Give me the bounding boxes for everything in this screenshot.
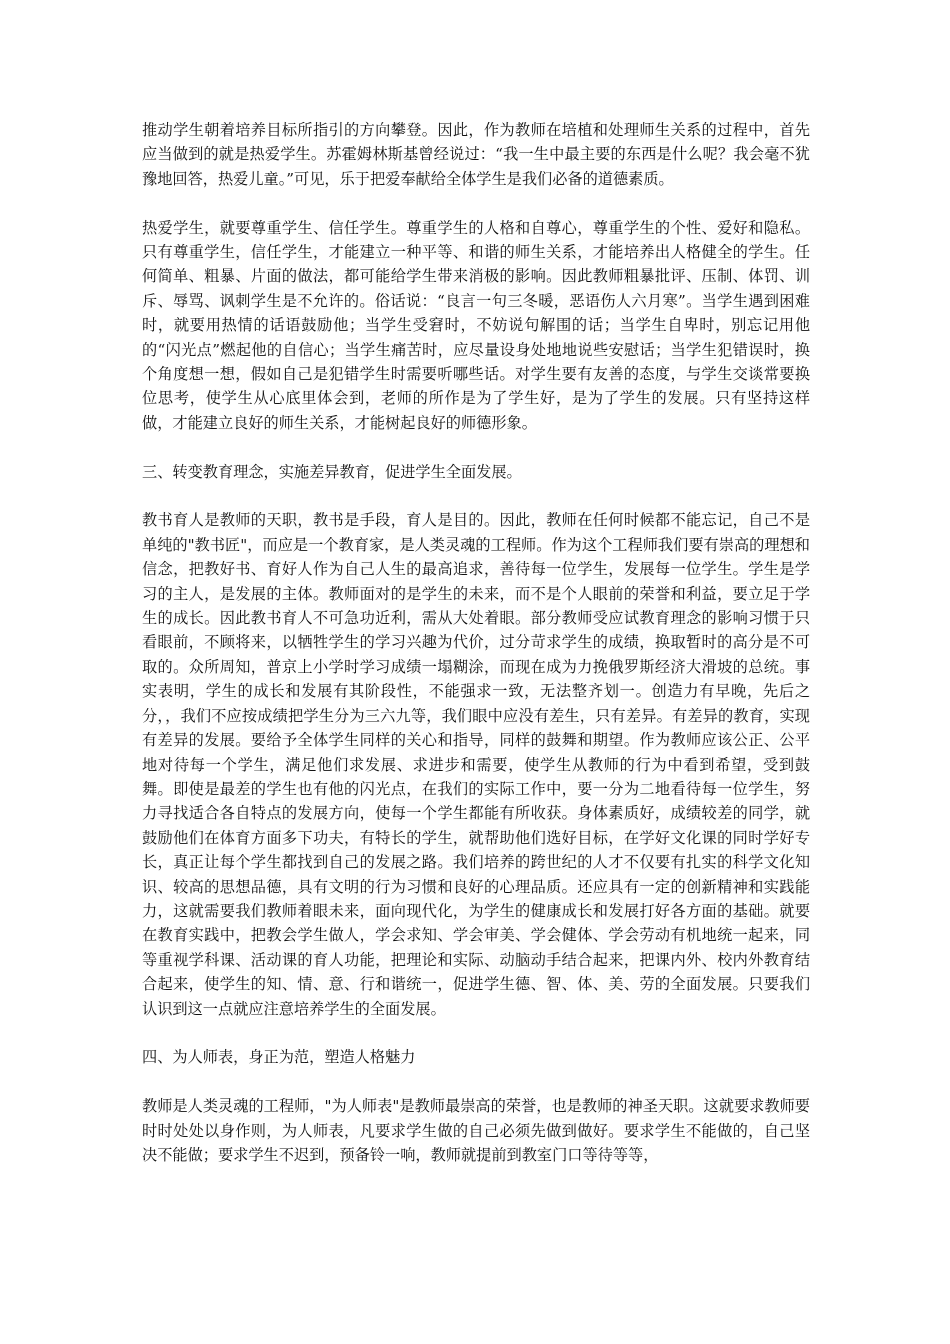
document-page	[142, 118, 810, 1192]
paragraph-educate-people: 教书育人是教师的天职，教书是手段，育人是目的。因此，教师在任何时候都不能忘记，自己不是单纯的"教书匠"，而应是一个教育家，是人类灵魂的工程师。作为这个工程师我们要有崇高的理想和信念，把教好书、育好人作为自己人生的最高追求，善待每一位学生，发展每一位学生。学生是学习的主人，是发展的主体。教师面对的是学生的未来，而不是个人眼前的荣誉和利益，要立足于学生的成长。因此教书育人不可急功近利，需从大处着眼。部分教师受应试教育理念的影响习惯于只看眼前，不顾将来，以牺牲学生的学习兴趣为代价，过分苛求学生的成绩，换取暂时的高分是不可取的。众所周知，普京上小学时学习成绩一塌糊涂，而现在成为力挽俄罗斯经济大滑坡的总统。事实表明，学生的成长和发展有其阶段性，不能强求一致，无法整齐划一。创造力有早晚，先后之分，，我们不应按成绩把学生分为三六九等，我们眼中应没有差生，只有差异。有差异的教育，实现有差异的发展。要给予全体学生同样的关心和指导，同样的鼓舞和期望。作为教师应该公正、公平地对待每一个学生，满足他们求发展、求进步和需要，使学生从教师的行为中看到希望，受到鼓舞。即使是最差的学生也有他的闪光点，在我们的实际工作中，要一分为二地看待每一位学生，努力寻找适合各自特点的发展方向，使每一个学生都能有所收获。身体素质好，成绩较差的同学，就鼓励他们在体育方面多下功夫，有特长的学生，就帮助他们选好目标，在学好文化课的同时学好专长，真正让每个学生都找到自己的发展之路。我们培养的跨世纪的人才不仅要有扎实的科学文化知识、较高的思想品德，具有文明的行为习惯和良好的心理品质。还应具有一定的创新精神和实践能力，这就需要我们教师着眼未来，面向现代化，为学生的健康成长和发展打好各方面的基础。就要在教育实践中，把教会学生做人，学会求知、学会审美、学会健体、学会劳动有机地统一起来，同等重视学科课、活动课的育人功能，把理论和实际、动脑动手结合起来，把课内外、校内外教育结合起来，使学生的知、情、意、行和谐统一，促进学生德、智、体、美、劳的全面发展。只要我们认识到这一点就应注意培养学生的全面发展。	[142, 511, 810, 1018]
paragraph-teacher-student-love: 推动学生朝着培养目标所指引的方向攀登。因此，作为教师在培植和处理师生关系的过程中，首先应当做到的就是热爱学生。苏霍姆林斯基曾经说过：“我一生中最主要的东西是什么呢？我会毫不犹豫地回答，热爱儿童。”可见，乐于把爱奉献给全体学生是我们必备的道德素质。	[142, 121, 810, 188]
paragraph-role-model: 教师是人类灵魂的工程师，"为人师表"是教师最崇高的荣誉，也是教师的神圣天职。这就要求教师要时时处处以身作则，为人师表，凡要求学生做的自己必须先做到做好。要求学生不能做的，自己坚决不能做；要求学生不迟到，预备铃一响，教师就提前到教室门口等待等等，	[142, 1097, 810, 1164]
section-heading-4: 四、为人师表，身正为范，塑造人格魅力	[142, 1048, 416, 1067]
paragraph-respect-students: 热爱学生，就要尊重学生、信任学生。尊重学生的人格和自尊心，尊重学生的个性、爱好和隐私。只有尊重学生，信任学生，才能建立一种平等、和谐的师生关系，才能培养出人格健全的学生。任何简单、粗暴、片面的做法，都可能给学生带来消极的影响。因此教师粗暴批评、压制、体罚、训斥、辱骂、讽刺学生是不允许的。俗话说：“良言一句三冬暖，恶语伤人六月寒”。当学生遇到困难时，就要用热情的话语鼓励他；当学生受窘时，不妨说句解围的话；当学生自卑时，别忘记用他的“闪光点”燃起他的自信心；当学生痛苦时，应尽量设身处地地说些安慰话；当学生犯错误时，换个角度想一想，假如自己是犯错学生时需要听哪些话。对学生要有友善的态度，与学生交谈常要换位思考，使学生从心底里体会到，老师的所作是为了学生好，是为了学生的发展。只有坚持这样做，才能建立良好的师生关系，才能树起良好的师德形象。	[142, 218, 810, 432]
section-heading-3: 三、转变教育理念，实施差异教育，促进学生全面发展。	[142, 462, 522, 481]
